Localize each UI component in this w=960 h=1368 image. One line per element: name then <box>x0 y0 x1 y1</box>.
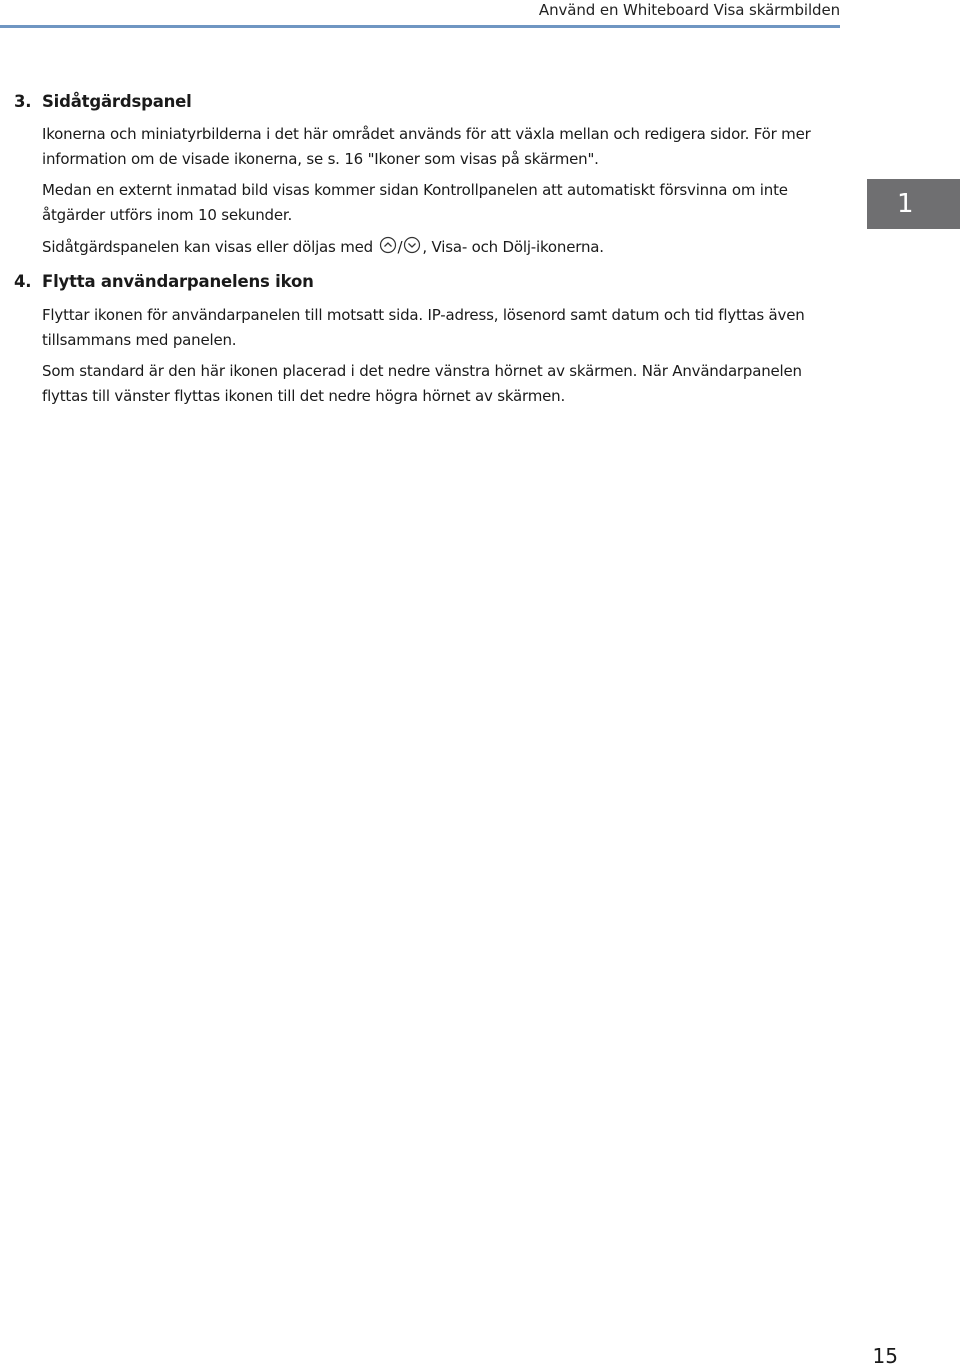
section-3-paragraph-1: Ikonerna och miniatyrbilderna i det här området används för att växla mellan och redigera sidor. För mer information om de visade ikonerna, se s. 16 "Ikoner som visas på skärmen". <box>42 125 811 168</box>
section-4-paragraph-2: Som standard är den här ikonen placerad i det nedre vänstra hörnet av skärmen. När Användarpanelen flyttas till vänster flyttas ikonen till det nedre högra hörnet av skärmen. <box>42 362 802 405</box>
chapter-tab: 1 <box>867 179 960 229</box>
chevron-down-circle-icon <box>403 236 421 254</box>
section-3-heading <box>14 91 192 113</box>
section-3-paragraph-3 <box>42 235 842 260</box>
running-header: Använd en Whiteboard Visa skärmbilden <box>538 1 840 19</box>
section-3-paragraph-2: Medan en externt inmatad bild visas kommer sidan Kontrollpanelen att automatiskt försvinna om inte åtgärder utförs inom 10 sekunder. <box>42 181 788 224</box>
chevron-up-circle-icon <box>379 236 397 254</box>
section-4-heading <box>14 271 314 293</box>
section-4-number: 4. <box>14 272 32 291</box>
section-4-paragraph-1: Flyttar ikonen för användarpanelen till motsatt sida. IP-adress, lösenord samt datum och tid flyttas även tillsammans med panelen. <box>42 306 805 349</box>
page-number: 15 <box>872 1344 898 1368</box>
section-3-number: 3. <box>14 92 32 111</box>
para-3-text-before: Sidåtgärdspanelen kan visas eller döljas med <box>42 238 378 256</box>
icon-separator: / <box>397 238 403 256</box>
header-rule <box>0 25 840 28</box>
section-4-title: Flytta användarpanelens ikon <box>42 272 314 291</box>
section-3-title: Sidåtgärdspanel <box>42 92 192 111</box>
para-3-text-after: , Visa- och Dölj-ikonerna. <box>422 238 604 256</box>
